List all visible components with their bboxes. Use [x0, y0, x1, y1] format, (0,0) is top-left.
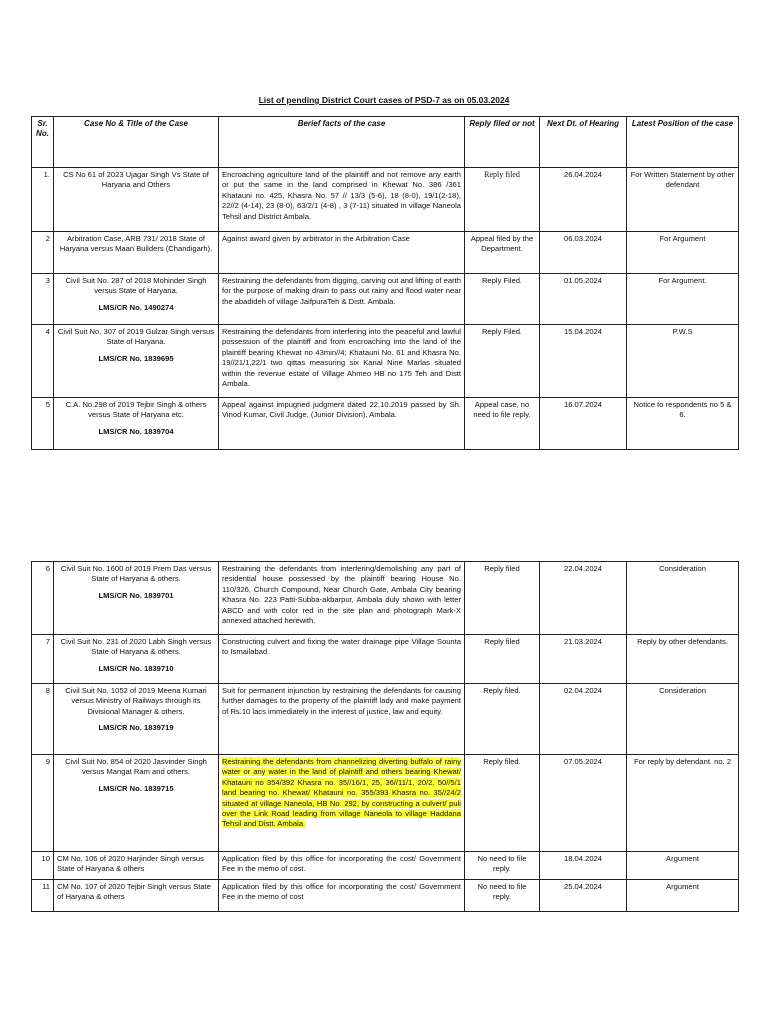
case-title — [54, 684, 219, 755]
sr-no: 6 — [32, 562, 54, 635]
sr-no: 10 — [32, 852, 54, 880]
table-row — [32, 755, 739, 852]
reply-status: Reply Filed. — [465, 325, 540, 398]
next-hearing-date: 18.04.2024 — [540, 852, 627, 880]
header-sr-no: Sr. No. — [32, 117, 54, 168]
brief-facts: Restraining the defendants from digging, carving out and lifting of earth for the purpose of making drain to pass out rainy and flood water near the abadideh of village JaifpuraTeh & Distt. Ambala. — [219, 274, 465, 325]
table-row — [32, 232, 739, 274]
case-title-text: Arbitration Case, ARB 731/ 2018 State of Haryana versus Maan Builders (Chandigarh). — [59, 234, 213, 254]
cases-table-page-1 — [31, 116, 739, 450]
header-case-title: Case No & Title of the Case — [54, 117, 219, 168]
table-header-row — [32, 117, 739, 168]
next-hearing-date: 06.03.2024 — [540, 232, 627, 274]
latest-position: Consideration — [627, 684, 739, 755]
brief-facts: Constructing culvert and fixing the water drainage pipe Village Sounta to Ismailabad. — [219, 635, 465, 684]
brief-facts: Restraining the defendants from interfering into the peaceful and lawful possession of the plaintiff and from encroaching into the land of the plaintiff bearing Khewat no 43min//4; Khatauni No. 61 and Khasra No. 19//21/1,22/1 two qittas measuring six Kanal Nine Marlas situated within the revenue estate of Village Ahmeo HB no 175 Teh and Distt Ambala. — [219, 325, 465, 398]
brief-facts: Application filed by this office for incorporating the cost/ Government Fee in the memo of cost. — [219, 852, 465, 880]
lms-cr-number: LMS/CR No. 1839715 — [98, 783, 174, 793]
next-hearing-date: 07.05.2024 — [540, 755, 627, 852]
brief-facts — [219, 755, 465, 852]
case-title — [54, 852, 219, 880]
latest-position: Argument — [627, 880, 739, 912]
header-brief-facts: Berief facts of the case — [219, 117, 465, 168]
reply-status: Reply filed — [465, 635, 540, 684]
next-hearing-date: 21.03.2024 — [540, 635, 627, 684]
case-title — [54, 398, 219, 450]
latest-position: For Written Statement by other defendant — [627, 168, 739, 232]
lms-cr-number: LMS/CR No. 1490274 — [98, 302, 174, 312]
next-hearing-date: 26.04.2024 — [540, 168, 627, 232]
table-row — [32, 274, 739, 325]
next-hearing-date: 01.05.2024 — [540, 274, 627, 325]
case-title — [54, 274, 219, 325]
table-row — [32, 852, 739, 880]
sr-no: 7 — [32, 635, 54, 684]
brief-facts: Against award given by arbitrator in the Arbitration Case — [219, 232, 465, 274]
document-title: List of pending District Court cases of PSD-7 as on 05.03.2024 — [258, 95, 510, 105]
brief-facts: Suit for permanent injunction by restraining the defendants for causing further damages to the property of the plaintiff lady and make payment of Rs.10 lacs immediately in the interest of justice, law and equity. — [219, 684, 465, 755]
sr-no: 3 — [32, 274, 54, 325]
case-title-text: Civil Suit No. 1600 of 2019 Prem Das versus State of Haryana & others. — [60, 564, 212, 584]
brief-facts: Restraining the defendants from interfering/demolishing any part of residential house possessed by the plaintiff bearing House No. 110/326, Church Compound, Near Church Gate, Ambala City bearing Khasra No. 223 Patti-Subba-akbarpur, Ambala duly shown with letter ABCD and with color red in the site plan and photograph Mark-X annexed attached herewith. — [219, 562, 465, 635]
case-title-text: Civil Suit No. 1052 of 2019 Meena Kumari versus Ministry of Railways through its Divisional Manager & others. — [65, 686, 207, 716]
case-title-text: Civil Suit No. 854 of 2020 Jasvinder Singh versus Mangat Ram and others. — [65, 757, 207, 777]
sr-no: 9 — [32, 755, 54, 852]
case-title — [54, 755, 219, 852]
cases-table-page-2 — [31, 561, 739, 912]
reply-status: Reply filed — [465, 168, 540, 232]
case-title — [54, 168, 219, 232]
next-hearing-date: 22.04.2024 — [540, 562, 627, 635]
brief-facts: Application filed by this office for incorporating the cost/ Government Fee in the memo of cost — [219, 880, 465, 912]
case-title-text: CM No. 106 of 2020 Harjinder Singh versus State of Haryana & others — [57, 854, 204, 874]
reply-status: Appeal case, no need to file reply. — [465, 398, 540, 450]
latest-position: Consideration — [627, 562, 739, 635]
reply-status: Reply filed. — [465, 755, 540, 852]
case-title — [54, 635, 219, 684]
latest-position: For Argument. — [627, 274, 739, 325]
header-next-hearing: Next Dt. of Hearing — [540, 117, 627, 168]
reply-status: No need to file reply. — [465, 880, 540, 912]
reply-status: Reply Filed. — [465, 274, 540, 325]
latest-position: Argument — [627, 852, 739, 880]
next-hearing-date: 25.04.2024 — [540, 880, 627, 912]
reply-status: No need to file reply. — [465, 852, 540, 880]
case-title-text: CS No 61 of 2023 Ujagar Singh Vs State of Haryana and Others — [63, 170, 209, 190]
sr-no: 1. — [32, 168, 54, 232]
latest-position: For reply by defendant. no. 2 — [627, 755, 739, 852]
case-title — [54, 562, 219, 635]
lms-cr-number: LMS/CR No. 1839695 — [98, 353, 174, 363]
next-hearing-date: 02.04.2024 — [540, 684, 627, 755]
next-hearing-date: 15.04.2024 — [540, 325, 627, 398]
table-row — [32, 880, 739, 912]
highlighted-facts: Restraining the defendants from channelizing diverting buffalo of rainy water or any water in the land of plaintiff and others bearing Khewat/ Khatauni no 354/392 Khasra no. 35//16/1, 25, 36//11/1, 20/2, 50//5/1 land bearing no. Khewat/ Khatauni no. 355/393 Khasra no. 35//24/2 situated at village Naneola, HB No. 292, by constructing a culvert/ puli over the Link Road leading from village Naneola to village Haddana Tehsil and Distt. Ambala. — [222, 757, 461, 829]
case-title-text: Civil Suit No. 287 of 2018 Mohinder Singh versus State of Haryana. — [65, 276, 207, 296]
reply-status: Reply filed — [465, 562, 540, 635]
latest-position: Notice to respondents no 5 & 6. — [627, 398, 739, 450]
header-latest-position: Latest Position of the case — [627, 117, 739, 168]
sr-no: 8 — [32, 684, 54, 755]
sr-no: 11 — [32, 880, 54, 912]
sr-no: 4 — [32, 325, 54, 398]
case-title-text: Civil Suit No. 307 of 2019 Gulzar Singh versus State of Haryana. — [57, 327, 215, 347]
latest-position: P.W.S — [627, 325, 739, 398]
lms-cr-number: LMS/CR No. 1839701 — [98, 590, 174, 600]
case-title-text: CM No. 107 of 2020 Tejbir Singh versus State of Haryana & others — [57, 882, 211, 902]
case-title — [54, 325, 219, 398]
latest-position: Reply by other defendants. — [627, 635, 739, 684]
lms-cr-number: LMS/CR No. 1839719 — [98, 723, 174, 733]
case-title — [54, 880, 219, 912]
lms-cr-number: LMS/CR No. 1839704 — [98, 426, 174, 436]
table-row — [32, 635, 739, 684]
table-row — [32, 684, 739, 755]
reply-status: Reply filed. — [465, 684, 540, 755]
sr-no: 5 — [32, 398, 54, 450]
table-row — [32, 562, 739, 635]
reply-status: Appeal filed by the Department. — [465, 232, 540, 274]
brief-facts: Appeal against impugned judgment dated 22.10.2019 passed by Sh. Vinod Kumar, Civil Judge, (Junior Division), Ambala. — [219, 398, 465, 450]
lms-cr-number: LMS/CR No. 1839710 — [98, 663, 174, 673]
case-title-text: C.A. No.298 of 2019 Tejbir Singh & others versus State of Haryana etc. — [65, 400, 207, 420]
case-title — [54, 232, 219, 274]
table-row — [32, 398, 739, 450]
case-title-text: Civil Suit No. 231 of 2020 Labh Singh versus State of Haryana & others. — [60, 637, 212, 657]
brief-facts: Encroaching agriculture land of the plaintiff and not remove any earth or put the same in the land comprised in Khewat No. 386 /361 Khatauni no. 425, Khasra No. 57 // 13/3 (5-6), 18 (8-0), 19/1(2-18), 22//2 (4-14), 23 (8-0), 63/2/1 (4-8) , 3 (7-11) situated in village Naneola Tehsil and District Ambala. — [219, 168, 465, 232]
table-row — [32, 168, 739, 232]
next-hearing-date: 16.07.2024 — [540, 398, 627, 450]
table-row — [32, 325, 739, 398]
latest-position: For Argument — [627, 232, 739, 274]
sr-no: 2 — [32, 232, 54, 274]
header-reply-filed: Reply filed or not — [465, 117, 540, 168]
